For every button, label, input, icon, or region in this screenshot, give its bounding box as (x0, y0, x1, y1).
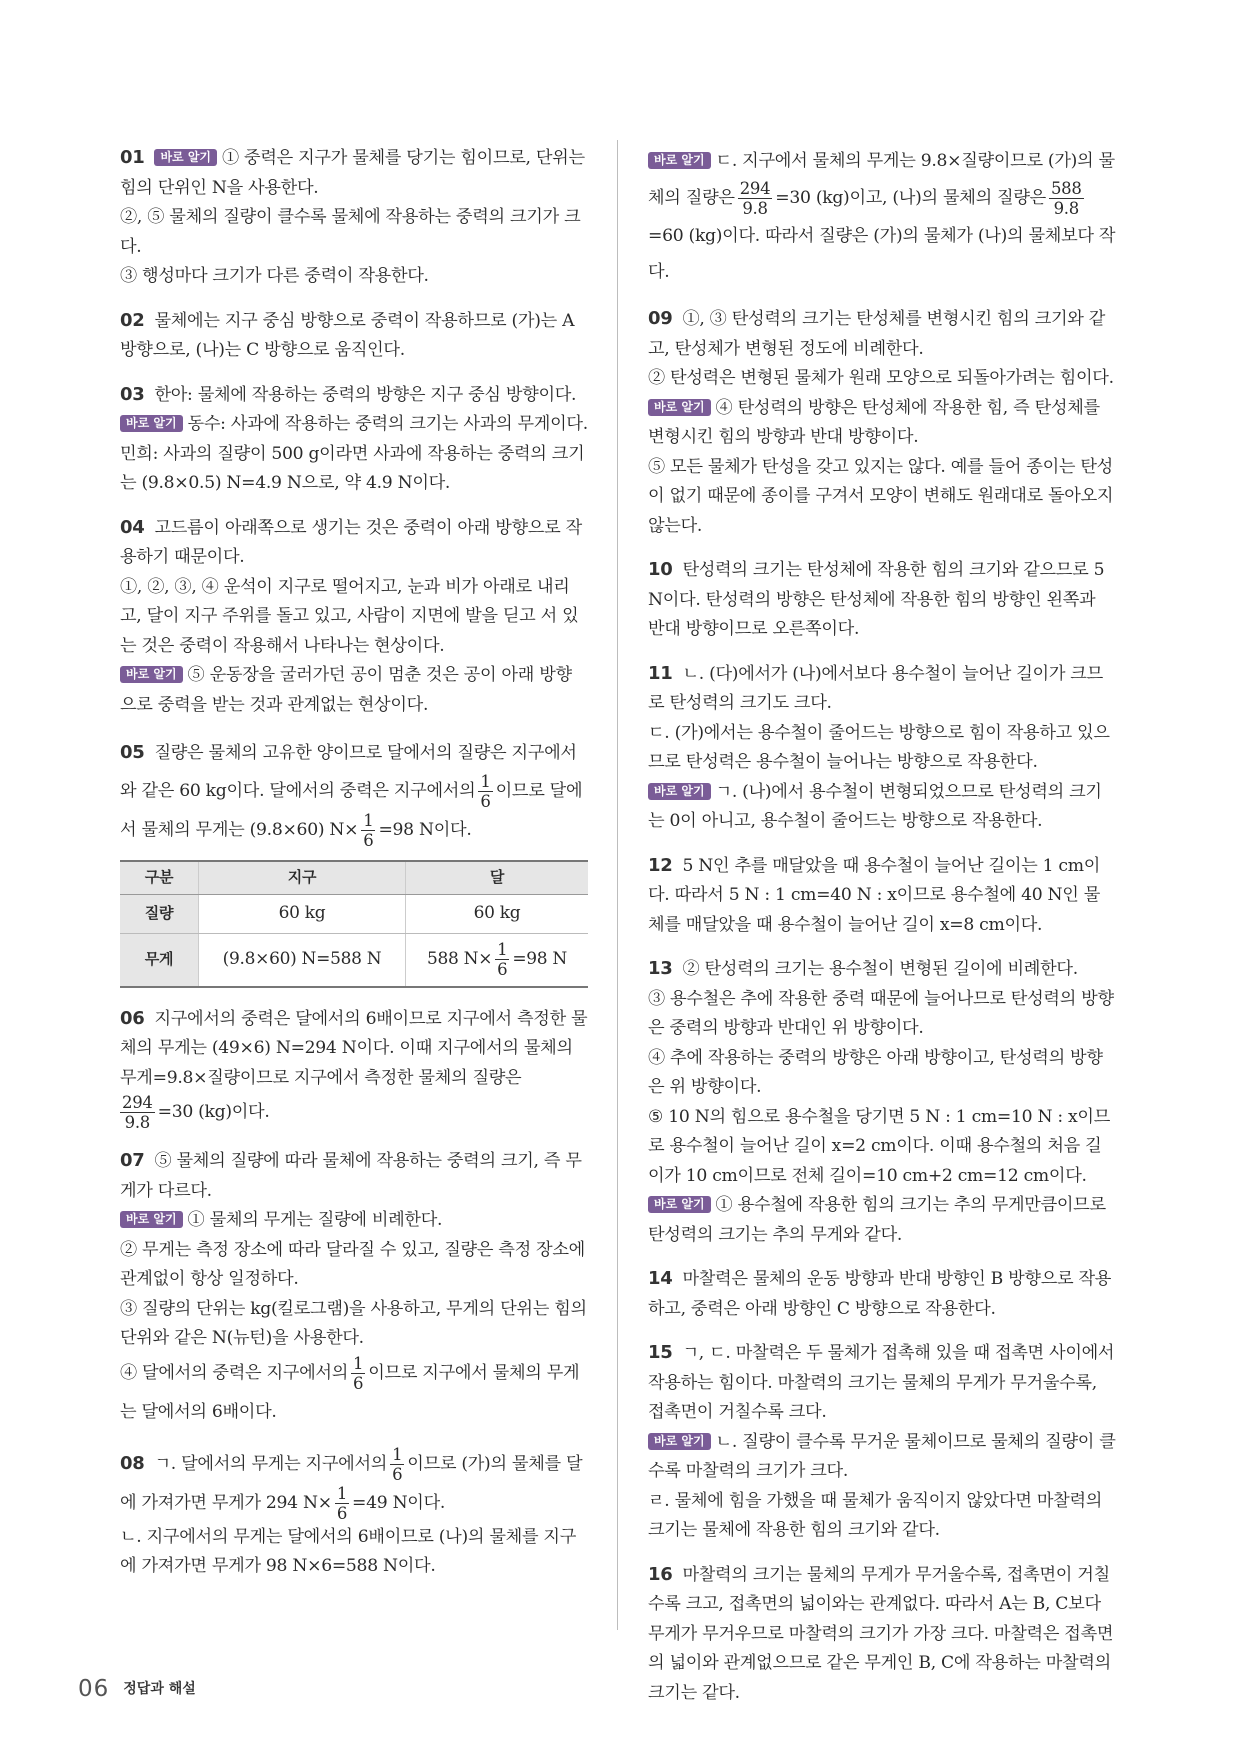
answer-text: ㄴ. 질량이 클수록 무거운 물체이므로 물체의 질량이 클수록 마찰력의 크기가 크다. (648, 1431, 1116, 1481)
table-cell: 60 kg (405, 894, 588, 933)
answer-text: ②, ⑤ 물체의 질량이 클수록 물체에 작용하는 중력의 크기가 크다. (120, 207, 581, 257)
denominator: 6 (353, 1373, 364, 1393)
answer-text: 동수: 사과에 작용하는 중력의 크기는 사과의 무게이다. (187, 414, 588, 434)
answer-text: 탄성력의 크기는 탄성체에 작용한 힘의 크기와 같으므로 5 N이다. 탄성력의 방향은 탄성체에 작용한 힘의 방향인 왼쪽과 반대 방향이므로 오른쪽이다. (648, 560, 1105, 639)
table-header: 달 (405, 861, 588, 894)
answer-text: ㄴ. 지구에서의 무게는 달에서의 6배이므로 (나)의 물체를 지구에 가져가면 무게가 98 N×6=588 N이다. (120, 1526, 577, 1576)
row-label: 질량 (120, 894, 199, 933)
question-number: 01 (120, 147, 145, 168)
numerator: 1 (363, 811, 374, 830)
denominator: 6 (363, 831, 374, 850)
fraction (361, 811, 375, 850)
fraction (495, 940, 509, 979)
answer-text: =60 (kg)이다. 따라서 질량은 (가)의 물체가 (나)의 물체보다 작다. (648, 226, 1116, 282)
fraction (1049, 179, 1084, 218)
page-footer (78, 1676, 196, 1702)
fraction (351, 1354, 365, 1393)
denominator: 9.8 (124, 1113, 150, 1132)
numerator: 294 (739, 179, 771, 198)
answer-text: 5 N인 추를 매달았을 때 용수철이 늘어난 길이는 1 cm이다. 따라서 5 N : 1 cm=40 N : x이므로 용수철에 40 N인 물체를 매달았을 때 용수철이 늘어난 길이 x=8 cm이다. (648, 855, 1101, 935)
question-number: 08 (120, 1452, 145, 1474)
answer-text: 마찰력은 물체의 운동 방향과 반대 방향인 B 방향으로 작용하고, 중력은 아래 방향인 C 방향으로 작용한다. (648, 1269, 1112, 1319)
answer-text: ③ 용수철은 추에 작용한 중력 때문에 늘어나므로 탄성력의 방향은 중력의 방향과 반대인 위 방향이다. (648, 988, 1114, 1038)
table-header-row (120, 861, 588, 894)
answer-11 (648, 659, 1116, 837)
answer-text: ㄴ. (다)에서가 (나)에서보다 용수철이 늘어난 길이가 크므로 탄성력의 크기도 크다. (648, 663, 1103, 713)
answer-text: =30 (kg)이고, (나)의 물체의 질량은 (775, 188, 1046, 208)
question-number: 02 (120, 309, 145, 331)
answer-text: 고드름이 아래쪽으로 생기는 것은 중력이 아래 방향으로 작용하기 때문이다. (120, 517, 582, 567)
fraction (335, 1484, 349, 1523)
answer-text: ㄱ, ㄷ. 마찰력은 두 물체가 접촉해 있을 때 접촉면 사이에서 작용하는 힘이다. 마찰력의 크기는 물체의 무게가 무거울수록, 접촉면이 거칠수록 크다. (648, 1343, 1115, 1422)
answer-text: 이므로 달에서 물체의 무게는 (9.8×60) N× (120, 781, 583, 840)
numerator: 1 (392, 1444, 403, 1464)
numerator: 1 (353, 1353, 364, 1373)
answer-12 (648, 851, 1116, 941)
quick-check-badge: 바로 알기 (648, 1196, 711, 1213)
quick-check-badge: 바로 알기 (120, 415, 183, 432)
denominator: 6 (480, 792, 491, 811)
question-number: 05 (120, 742, 145, 763)
denominator: 6 (392, 1464, 403, 1484)
answer-13 (648, 954, 1116, 1250)
answer-text: ③ 행성마다 크기가 다른 중력이 작용한다. (120, 266, 429, 286)
table-cell (405, 933, 588, 987)
question-number: 13 (648, 958, 673, 979)
cell-text: 588 N× (426, 949, 493, 969)
denominator: 6 (497, 960, 508, 979)
answer-14 (648, 1264, 1116, 1324)
answer-text: 한아: 물체에 작용하는 중력의 방향은 지구 중심 방향이다. (154, 384, 577, 405)
fraction (390, 1445, 404, 1484)
numerator: 1 (480, 772, 491, 791)
question-number: 11 (648, 662, 673, 684)
question-number: 07 (120, 1150, 145, 1171)
answer-01 (120, 143, 588, 292)
answer-text: ㄷ. 지구에서 물체의 무게는 9.8×질량이므로 (가)의 물체의 질량은 (648, 151, 1115, 208)
answer-text: ㄷ. (가)에서는 용수철이 줄어드는 방향으로 힘이 작용하고 있으므로 탄성력은 용수철이 늘어나는 방향으로 작용한다. (648, 722, 1110, 772)
fraction (120, 1093, 155, 1132)
quick-check-badge: 바로 알기 (120, 666, 183, 683)
answer-text: 질량은 물체의 고유한 양이므로 달에서의 질량은 지구에서와 같은 60 kg이다. 달에서의 중력은 지구에서의 (120, 743, 577, 801)
quick-check-badge: 바로 알기 (154, 149, 217, 166)
answer-text: ㄱ. 달에서의 무게는 지구에서의 (154, 1453, 388, 1474)
question-number: 10 (648, 559, 673, 580)
question-number: 03 (120, 383, 145, 405)
denominator: 9.8 (1053, 199, 1079, 218)
answer-text: ①, ③ 탄성력의 크기는 탄성체를 변형시킨 힘의 크기와 같고, 탄성체가 변형된 정도에 비례한다. (648, 309, 1106, 359)
answer-text: ① 용수철에 작용한 힘의 크기는 추의 무게만큼이므로 탄성력의 크기는 추의 무게와 같다. (648, 1195, 1106, 1245)
fraction (478, 772, 492, 811)
question-number: 12 (648, 854, 673, 876)
question-number: 06 (120, 1007, 145, 1029)
right-column (648, 143, 1116, 1722)
left-column (120, 143, 588, 1596)
denominator: 6 (336, 1503, 348, 1523)
answer-text: ⑤ 10 N의 힘으로 용수철을 당기면 5 N : 1 cm=10 N : x이므로 용수철이 늘어난 길이 x=2 cm이다. 이때 용수철의 처음 길이가 10 cm이므로 전체 길이=10 cm+2 cm=12 cm이다. (648, 1106, 1111, 1186)
quick-check-badge: 바로 알기 (648, 152, 711, 169)
answer-08-continued (648, 143, 1116, 290)
answer-text: =30 (kg)이다. (157, 1102, 270, 1122)
answer-08 (120, 1445, 588, 1582)
answer-text: ①, ②, ③, ④ 운석이 지구로 떨어지고, 눈과 비가 아래로 내리고, 달이 지구 주위를 돌고 있고, 사람이 지면에 발을 딛고 서 있는 것은 중력이 작용해서 나타나는 현상이다. (120, 576, 579, 656)
answer-text: ② 탄성력의 크기는 용수철이 변형된 길이에 비례한다. (682, 959, 1078, 979)
numerator: 588 (1050, 179, 1082, 198)
answer-text: ④ 추에 작용하는 중력의 방향은 아래 방향이고, 탄성력의 방향은 위 방향이다. (648, 1047, 1103, 1097)
answer-text: ⑤ 운동장을 굴러가던 공이 멈춘 것은 공이 아래 방향으로 중력을 받는 것과 관계없는 현상이다. (120, 665, 572, 715)
column-divider (617, 140, 618, 1630)
row-label: 무게 (120, 933, 199, 987)
answer-text: ㄱ. (나)에서 용수철이 변형되었으므로 탄성력의 크기는 0이 아니고, 용수철이 줄어드는 방향으로 작용한다. (648, 781, 1102, 831)
quick-check-badge: 바로 알기 (648, 399, 711, 416)
footer-label: 정답과 해설 (123, 1681, 196, 1697)
answer-text: ③ 질량의 단위는 kg(킬로그램)을 사용하고, 무게의 단위는 힘의 단위와 같은 N(뉴턴)을 사용한다. (120, 1298, 587, 1348)
answer-02 (120, 306, 588, 366)
answer-text: ① 중력은 지구가 물체를 당기는 힘이므로, 단위는 힘의 단위인 N을 사용한다. (120, 148, 585, 198)
answer-text: 이므로 (가)의 물체를 달에 가져가면 무게가 294 N× (120, 1453, 583, 1513)
answer-text: 지구에서의 중력은 달에서의 6배이므로 지구에서 측정한 물체의 무게는 (49×6) N=294 N이다. 이때 지구에서의 물체의 무게=9.8×질량이므로 지구에서 측정한 물체의 질량은 (120, 1008, 588, 1088)
answer-04 (120, 513, 588, 721)
answer-text: ⑤ 물체의 질량에 따라 물체에 작용하는 중력의 크기, 즉 무게가 다르다. (120, 1151, 582, 1201)
answer-text: 민희: 사과의 질량이 500 g이라면 사과에 작용하는 중력의 크기는 (9.8×0.5) N=4.9 N으로, 약 4.9 N이다. (120, 443, 585, 493)
answer-03 (120, 380, 588, 499)
quick-check-badge: 바로 알기 (120, 1211, 183, 1228)
answer-05 (120, 734, 588, 988)
answer-text: 이므로 지구에서 물체의 무게는 달에서의 6배이다. (120, 1362, 580, 1422)
table-cell: 60 kg (199, 894, 406, 933)
table-header: 지구 (199, 861, 406, 894)
answer-text: 마찰력의 크기는 물체의 무게가 무거울수록, 접촉면이 거칠수록 크고, 접촉면의 넓이와는 관계없다. 따라서 A는 B, C보다 무게가 무거우므로 마찰력의 크기가 가장 크다. 마찰력은 접촉면의 넓이와 관계없으므로 같은 무게인 B, C에 작용하는 마찰력의 크기는 같다. (648, 1564, 1114, 1703)
numerator: 1 (497, 940, 508, 959)
answer-10 (648, 555, 1116, 645)
question-number: 14 (648, 1268, 673, 1289)
answer-06 (120, 1004, 588, 1133)
answer-text: ② 탄성력은 변형된 물체가 원래 모양으로 되돌아가려는 힘이다. (648, 368, 1114, 388)
table-header: 구분 (120, 861, 199, 894)
numerator: 1 (336, 1483, 348, 1503)
answer-15 (648, 1338, 1116, 1546)
question-number: 16 (648, 1563, 673, 1585)
answer-07 (120, 1146, 588, 1431)
page-number: 06 (78, 1676, 110, 1702)
answer-text: ④ 탄성력의 방향은 탄성체에 작용한 힘, 즉 탄성체를 변형시킨 힘의 방향과 반대 방향이다. (648, 397, 1100, 447)
answer-09 (648, 304, 1116, 541)
table-row (120, 894, 588, 933)
answer-16 (648, 1560, 1116, 1709)
answer-text: ② 무게는 측정 장소에 따라 달라질 수 있고, 질량은 측정 장소에 관계없이 항상 일정하다. (120, 1239, 585, 1289)
question-number: 15 (648, 1342, 673, 1363)
answer-text: 물체에는 지구 중심 방향으로 중력이 작용하므로 (가)는 A 방향으로, (나)는 C 방향으로 움직인다. (120, 310, 575, 360)
question-number: 04 (120, 516, 145, 538)
numerator: 294 (122, 1093, 153, 1112)
question-number: 09 (648, 308, 673, 329)
answer-text: ① 물체의 무게는 질량에 비례한다. (187, 1210, 443, 1230)
quick-check-badge: 바로 알기 (648, 1433, 711, 1450)
comparison-table (120, 860, 588, 988)
answer-text: =49 N이다. (352, 1492, 446, 1513)
table-row (120, 933, 588, 987)
answer-text: ⑤ 모든 물체가 탄성을 갖고 있지는 않다. 예를 들어 종이는 탄성이 없기 때문에 종이를 구겨서 모양이 변해도 원래대로 돌아오지 않는다. (648, 456, 1114, 536)
answer-text: ㄹ. 물체에 힘을 가했을 때 물체가 움직이지 않았다면 마찰력의 크기는 물체에 작용한 힘의 크기와 같다. (648, 1490, 1103, 1540)
cell-text: =98 N (512, 949, 567, 969)
denominator: 9.8 (742, 199, 768, 218)
answer-text: =98 N이다. (378, 820, 472, 840)
table-cell: (9.8×60) N=588 N (199, 933, 406, 987)
fraction (738, 179, 773, 218)
answer-text: ④ 달에서의 중력은 지구에서의 (120, 1362, 349, 1383)
quick-check-badge: 바로 알기 (648, 783, 711, 800)
